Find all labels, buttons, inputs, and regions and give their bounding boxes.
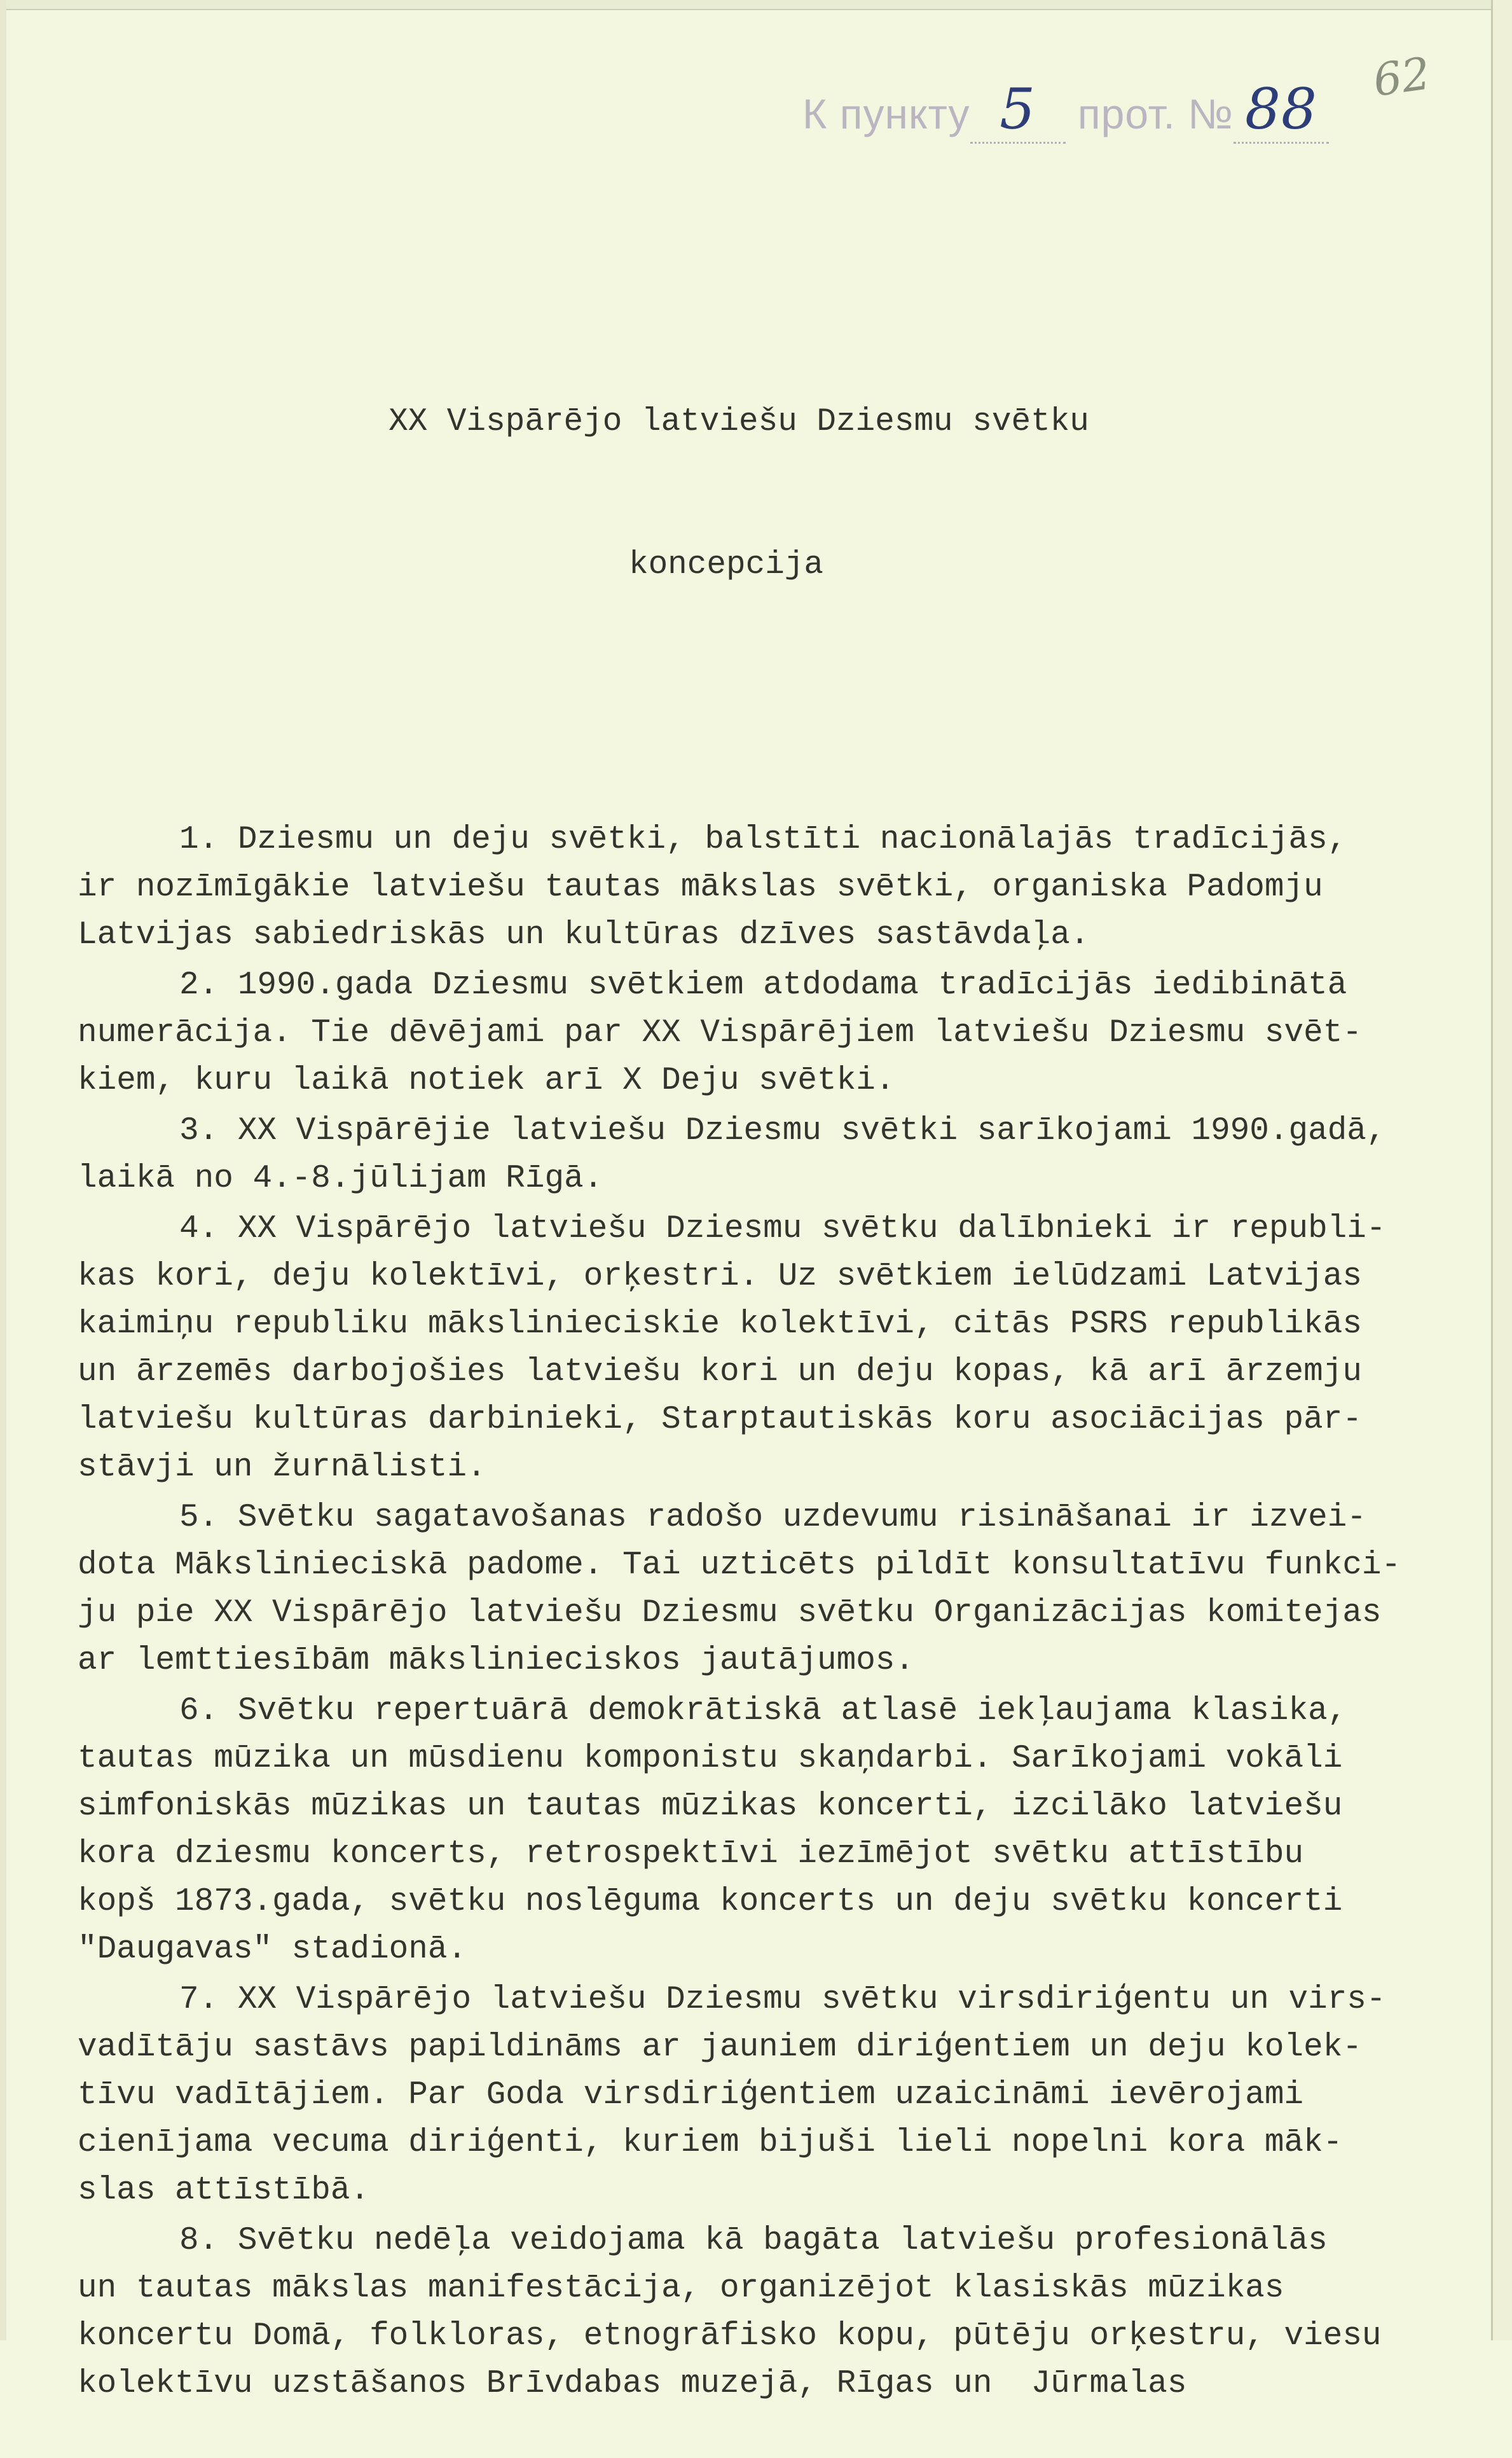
stamp-prefix: К пункту [802,90,970,137]
stamp-protocol-number: 88 [1245,76,1317,142]
text-line: dota Mākslinieciskā padome. Tai uzticēts pildīt konsultatīvu funkci- [78,1547,1401,1584]
text-line: simfoniskās mūzikas un tautas mūzikas koncerti, izcilāko latviešu [78,1788,1343,1825]
text-line: slas attīstībā. [78,2172,370,2209]
protocol-stamp [802,76,1329,144]
text-line: 7. XX Vispārējo latviešu Dziesmu svētku virsdiriģentu un virs- [179,1982,1386,2018]
paragraph-6 [78,1687,1426,1973]
document-title [78,303,1324,684]
text-line: kaimiņu republiku mākslinieciskie kolektīvi, citās PSRS republikās [78,1306,1362,1343]
text-line: 3. XX Vispārējie latviešu Dziesmu svētki sarīkojami 1990.gadā, [179,1113,1386,1149]
title-line: koncepcija [628,547,824,583]
text-line: vadītāju sastāvs papildināms ar jauniem diriģentiem un deju kolek- [78,2029,1362,2066]
text-line: 2. 1990.gada Dziesmu svētkiem atdodama tradīcijās iedibinātā [179,967,1347,1004]
text-line: laikā no 4.-8.jūlijam Rīgā. [78,1161,603,1197]
text-line: un ārzemēs darbojošies latviešu kori un deju kopas, kā arī ārzemju [78,1354,1362,1390]
text-line: kora dziesmu koncerts, retrospektīvi iezīmējot svētku attīstību [78,1836,1304,1872]
text-line: tautas mūzika un mūsdienu komponistu skaņdarbi. Sarīkojami vokāli [78,1741,1343,1777]
text-line: ir nozīmīgākie latviešu tautas mākslas svētki, organiska Padomju [78,869,1323,906]
paragraph-7 [78,1976,1426,2214]
text-line: koncertu Domā, folkloras, etnogrāfisko kopu, pūtēju orķestru, viesu [78,2318,1382,2354]
paragraph-gap [78,2408,1426,2410]
paragraph-3 [78,1107,1426,1203]
text-line: kiem, kuru laikā notiek arī X Deju svētki. [78,1063,895,1099]
paragraph-8 [78,2217,1426,2408]
paper-right-edge [1491,0,1512,2340]
paragraph-2 [78,962,1426,1105]
text-line: cienījama vecuma diriģenti, kuriem bijuši lieli nopelni kora māk- [78,2125,1343,2161]
title-line: XX Vispārējo latviešu Dziesmu svētku [388,404,1089,440]
text-line: 6. Svētku repertuārā demokrātiskā atlasē iekļaujama klasika, [179,1693,1347,1729]
paragraph-list [78,816,1426,2410]
paper-top-edge [0,0,1512,10]
text-line: kolektīvu uzstāšanos Brīvdabas muzejā, Rīgas un Jūrmalas [78,2366,1187,2402]
text-line: latviešu kultūras darbinieki, Starptautiskās koru asociācijas pār- [78,1402,1362,1438]
text-line: kas kori, deju kolektīvi, orķestri. Uz svētkiem ielūdzami Latvijas [78,1259,1362,1295]
paragraph-1 [78,816,1426,959]
stamp-middle: прот. № [1077,90,1234,137]
text-line: 5. Svētku sagatavošanas radošo uzdevumu risināšanai ir izvei- [179,1500,1366,1536]
paragraph-5 [78,1494,1426,1685]
text-line: un tautas mākslas manifestācija, organizējot klasiskās mūzikas [78,2270,1284,2307]
page-number: 62 [1370,47,1434,107]
document-body [78,207,1426,2458]
text-line: 4. XX Vispārējo latviešu Dziesmu svētku dalībnieki ir republi- [179,1211,1386,1247]
text-line: ju pie XX Vispārējo latviešu Dziesmu svētku Organizācijas komitejas [78,1595,1382,1631]
text-line: 8. Svētku nedēļa veidojama kā bagāta latviešu profesionālās [179,2223,1328,2259]
text-line: tīvu vadītājiem. Par Goda virsdiriģentiem uzaicināmi ievērojami [78,2077,1304,2113]
text-line: "Daugavas" stadionā. [78,1931,467,1968]
text-line: ar lemttiesībām mākslinieciskos jautājumos. [78,1643,915,1679]
stamp-item-number: 5 [1000,76,1036,142]
text-line: stāvji un žurnālisti. [78,1449,486,1486]
text-line: kopš 1873.gada, svētku noslēguma koncerts un deju svētku koncerti [78,1884,1343,1920]
text-line: 1. Dziesmu un deju svētki, balstīti nacionālajās tradīcijās, [179,822,1347,858]
text-line: numerācija. Tie dēvējami par XX Vispārējiem latviešu Dziesmu svēt- [78,1015,1362,1051]
paper-left-edge [0,0,6,2340]
paragraph-4 [78,1205,1426,1491]
text-line: Latvijas sabiedriskās un kultūras dzīves sastāvdaļa. [78,917,1090,953]
